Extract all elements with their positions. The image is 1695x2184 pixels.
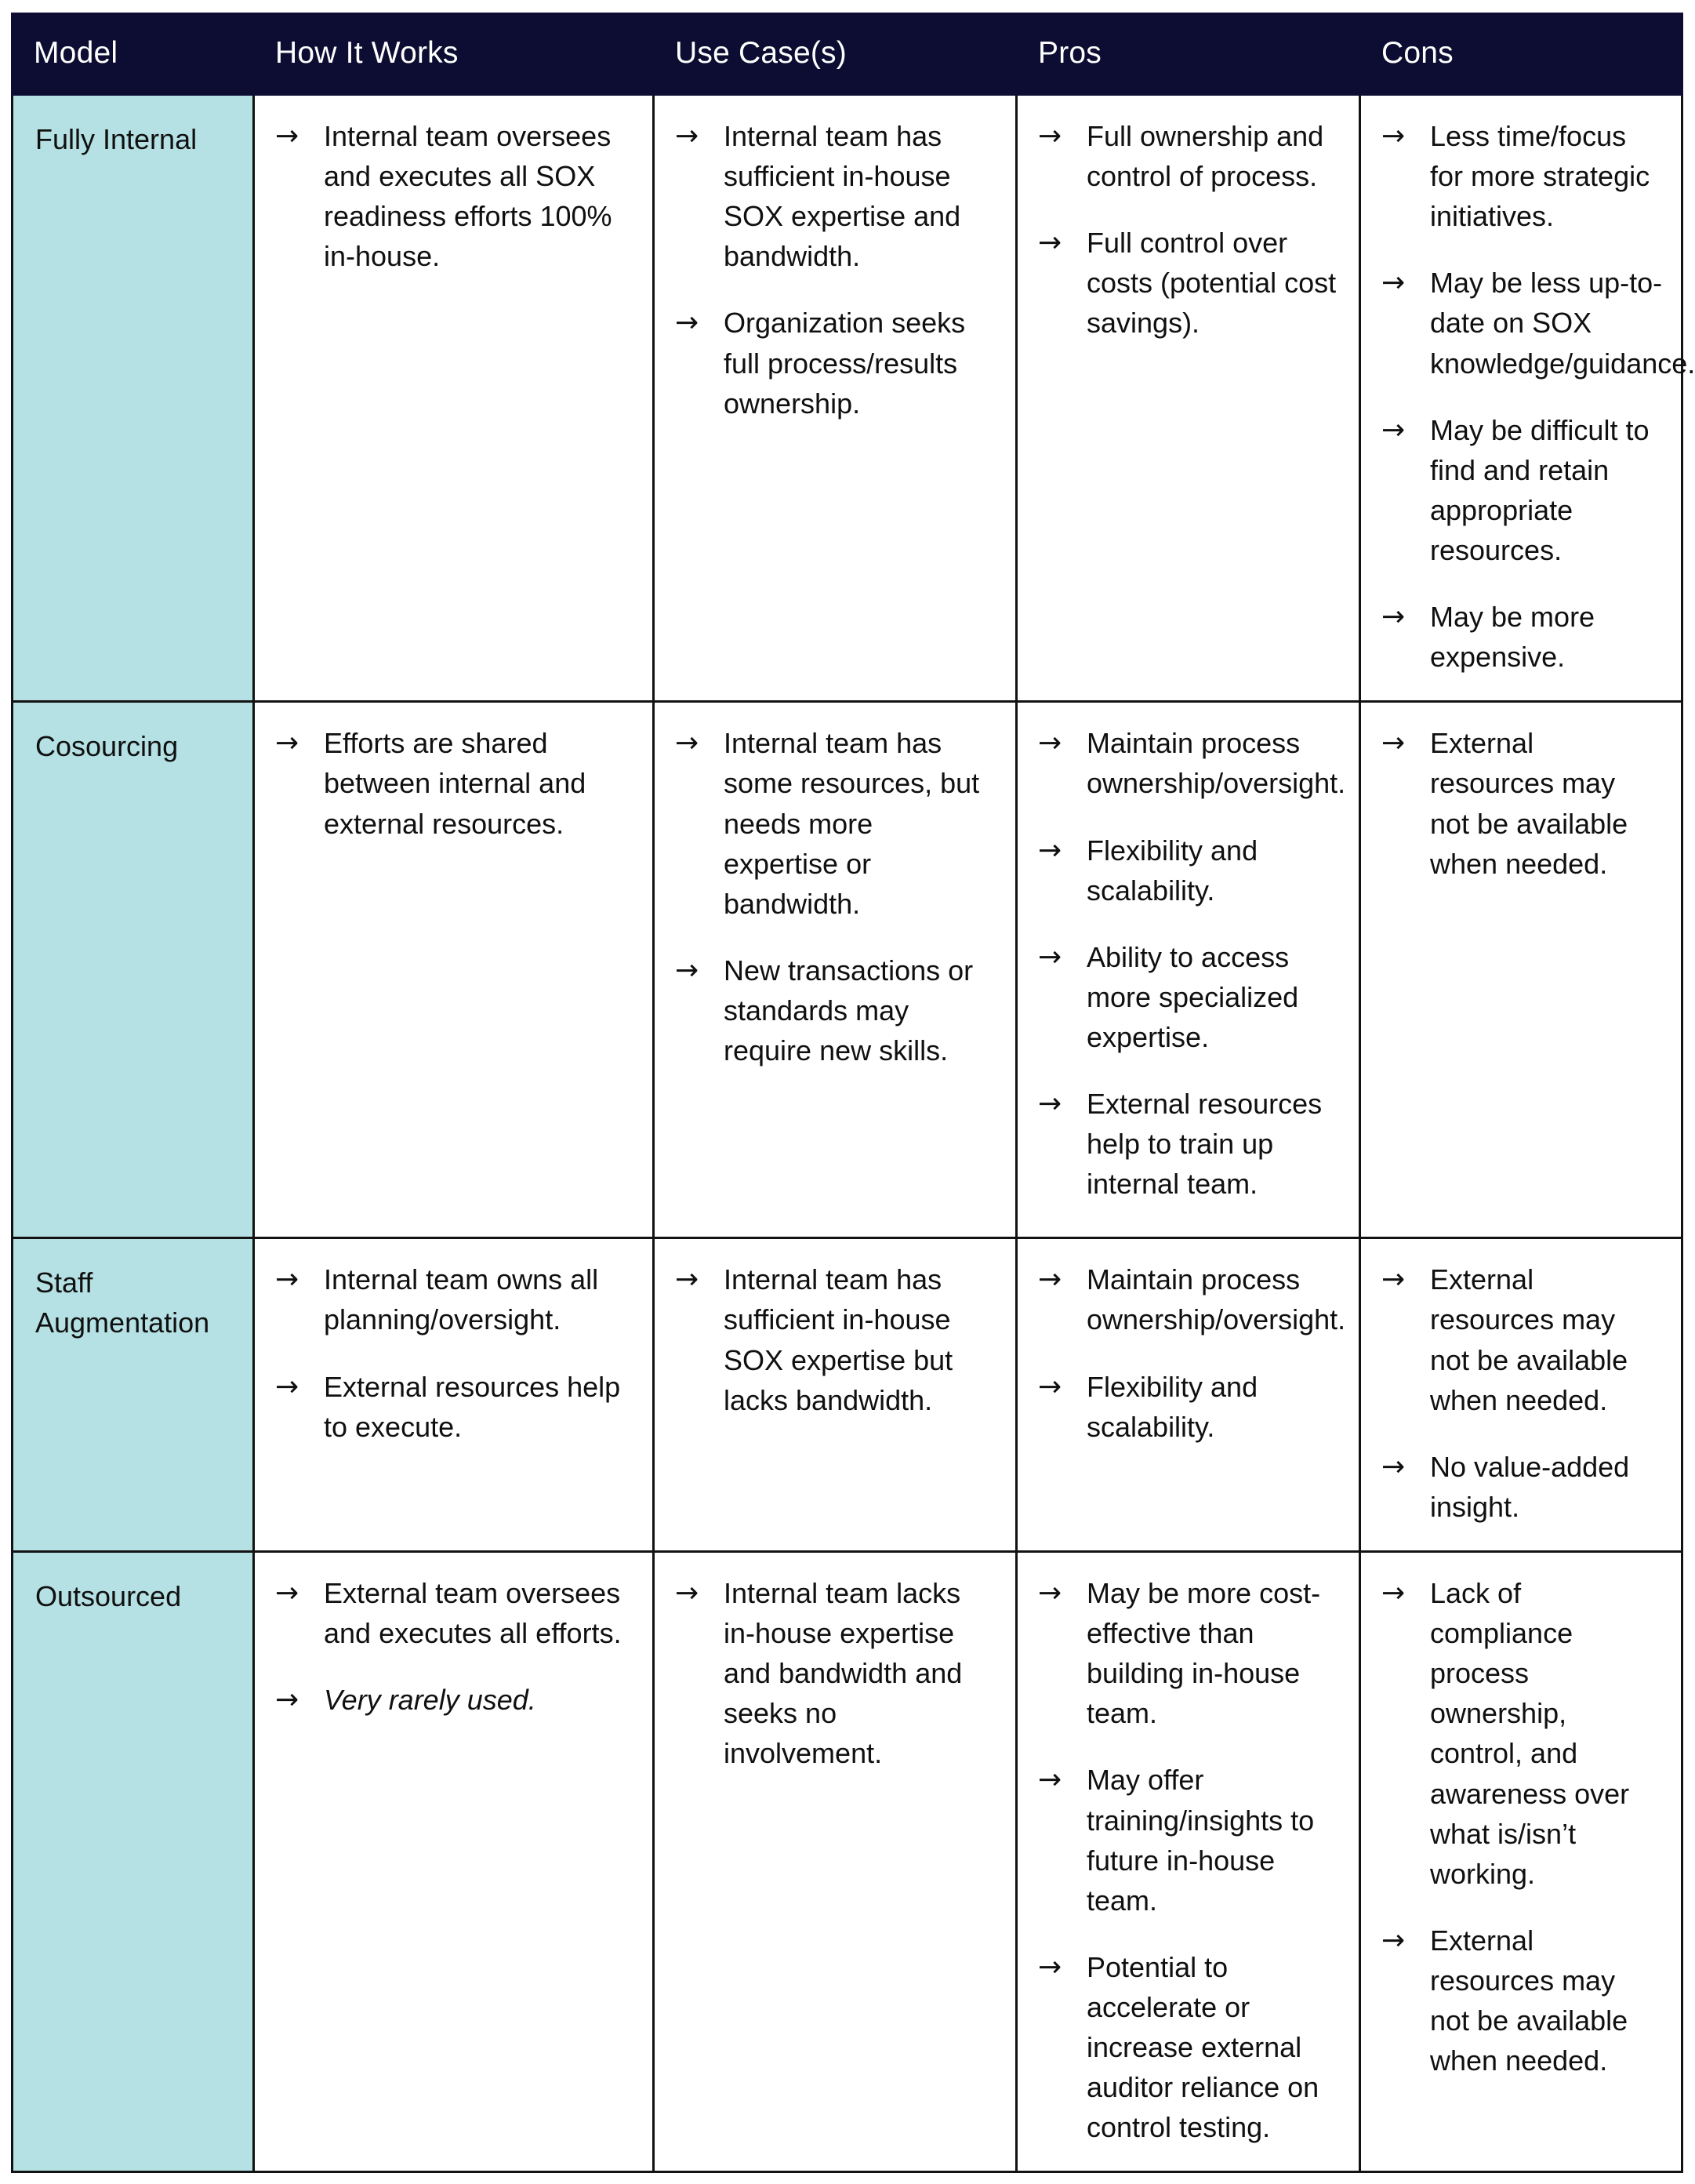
- sourcing-model-comparison-table: [11, 13, 1695, 2173]
- cell-cons: [1360, 95, 1695, 702]
- bullet-list-pros: [1038, 723, 1346, 1204]
- list-item: [1381, 1259, 1661, 1419]
- arrow-right-icon: →: [275, 1576, 299, 1609]
- list-item: [275, 1680, 632, 1720]
- list-item: [1038, 116, 1338, 196]
- arrow-right-icon: →: [1381, 1450, 1406, 1483]
- bullet-list-cons: [1381, 116, 1695, 677]
- table-body: [13, 95, 1695, 2172]
- cell-pros: [1017, 702, 1360, 1238]
- list-item: [275, 116, 632, 276]
- list-item: [1038, 937, 1338, 1057]
- bullet-text: External resources may not be available when needed.: [1430, 1924, 1628, 2077]
- arrow-right-icon: →: [1381, 1576, 1406, 1609]
- bullet-text: Internal team has some resources, but needs more expertise or bandwidth.: [724, 727, 980, 920]
- bullet-list-use-cases: [675, 116, 995, 423]
- cell-cons: [1360, 702, 1682, 1238]
- list-item: [1038, 830, 1338, 910]
- bullet-text: External resources may not be available when needed.: [1430, 1263, 1628, 1416]
- list-item: [275, 1573, 632, 1653]
- bullet-list-how-it-works: [275, 116, 632, 276]
- bullet-text: May be more cost-effective than building in-house team.: [1087, 1576, 1321, 1730]
- bullet-text: May offer training/insights to future in-house team.: [1087, 1764, 1315, 1917]
- arrow-right-icon: →: [1038, 727, 1062, 760]
- list-item: [1038, 723, 1346, 803]
- arrow-right-icon: →: [675, 1576, 699, 1609]
- arrow-right-icon: →: [275, 120, 299, 152]
- list-item: [675, 303, 995, 423]
- arrow-right-icon: →: [675, 954, 699, 987]
- list-item: [1381, 1447, 1661, 1527]
- cell-how-it-works: [254, 702, 654, 1238]
- list-item: [1381, 1573, 1661, 1894]
- arrow-right-icon: →: [675, 120, 699, 152]
- bullet-text: Internal team has sufficient in-house SOX expertise but lacks bandwidth.: [724, 1263, 953, 1416]
- arrow-right-icon: →: [1381, 267, 1406, 300]
- cell-model: [13, 702, 254, 1238]
- cell-use-cases: [654, 95, 1017, 702]
- cell-pros: [1017, 95, 1360, 702]
- list-item: [1038, 1367, 1338, 1447]
- arrow-right-icon: →: [1038, 1088, 1062, 1121]
- table-row: [13, 95, 1682, 702]
- bullet-text: Maintain process ownership/oversight.: [1087, 727, 1346, 800]
- cell-how-it-works: [254, 1238, 654, 1552]
- arrow-right-icon: →: [275, 1263, 299, 1296]
- list-item: [275, 1367, 632, 1447]
- arrow-right-icon: →: [1038, 1263, 1062, 1296]
- list-item: [675, 723, 995, 924]
- list-item: [1038, 1259, 1346, 1339]
- list-item: [275, 723, 632, 843]
- cell-pros: [1017, 1238, 1360, 1552]
- bullet-list-cons: [1381, 1573, 1661, 2080]
- arrow-right-icon: →: [1381, 120, 1406, 152]
- column-header-use-cases: Use Case(s): [654, 14, 1017, 95]
- model-label: Fully Internal: [35, 123, 198, 155]
- bullet-list-use-cases: [675, 723, 995, 1070]
- bullet-text: No value-added insight.: [1430, 1450, 1630, 1523]
- cell-model: [13, 1238, 254, 1552]
- list-item: [1038, 223, 1338, 343]
- list-item: [1381, 263, 1695, 383]
- arrow-right-icon: →: [1381, 601, 1406, 634]
- arrow-right-icon: →: [1038, 834, 1062, 867]
- arrow-right-icon: →: [275, 1684, 299, 1717]
- model-label: Staff Augmentation: [35, 1266, 210, 1339]
- bullet-text: Efforts are shared between internal and external resources.: [324, 727, 586, 840]
- arrow-right-icon: →: [1038, 1370, 1062, 1403]
- cell-use-cases: [654, 1551, 1017, 2171]
- arrow-right-icon: →: [1038, 120, 1062, 152]
- bullet-text: External resources help to train up internal team.: [1087, 1088, 1323, 1201]
- bullet-text: External resources may not be available when needed.: [1430, 727, 1628, 880]
- bullet-list-use-cases: [675, 1573, 995, 1774]
- list-item: [675, 1259, 995, 1419]
- arrow-right-icon: →: [675, 727, 699, 760]
- list-item: [1381, 723, 1661, 883]
- column-header-cons: Cons: [1360, 14, 1682, 95]
- column-header-model: Model: [13, 14, 254, 95]
- table-row: [13, 702, 1682, 1238]
- arrow-right-icon: →: [275, 1370, 299, 1403]
- bullet-list-how-it-works: [275, 1259, 632, 1446]
- bullet-list-use-cases: [675, 1259, 995, 1419]
- column-header-how-it-works: How It Works: [254, 14, 654, 95]
- bullet-list-how-it-works: [275, 723, 632, 843]
- cell-pros: [1017, 1551, 1360, 2171]
- list-item: [675, 1573, 995, 1774]
- cell-use-cases: [654, 1238, 1017, 1552]
- model-label: Cosourcing: [35, 730, 179, 763]
- cell-how-it-works: [254, 1551, 654, 2171]
- list-item: [1038, 1947, 1338, 2148]
- table-row: [13, 1551, 1682, 2171]
- bullet-text: Ability to access more specialized expertise.: [1087, 940, 1299, 1053]
- model-label: Outsourced: [35, 1579, 182, 1612]
- arrow-right-icon: →: [1381, 727, 1406, 760]
- bullet-text: Maintain process ownership/oversight.: [1087, 1263, 1346, 1336]
- bullet-text: Organization seeks full process/results ownership.: [724, 307, 966, 420]
- bullet-list-how-it-works: [275, 1573, 632, 1720]
- list-item: [1381, 1921, 1661, 2080]
- bullet-text: Potential to accelerate or increase external auditor reliance on control testing.: [1087, 1950, 1319, 2144]
- bullet-text: Very rarely used.: [324, 1684, 536, 1717]
- list-item: [675, 116, 995, 276]
- bullet-text: External team oversees and executes all efforts.: [324, 1576, 622, 1650]
- bullet-text: Full control over costs (potential cost savings).: [1087, 227, 1337, 340]
- arrow-right-icon: →: [675, 307, 699, 340]
- cell-cons: [1360, 1551, 1682, 2171]
- bullet-text: Internal team has sufficient in-house SOX expertise and bandwidth.: [724, 120, 961, 273]
- bullet-text: Less time/focus for more strategic initiatives.: [1430, 120, 1650, 233]
- bullet-text: Flexibility and scalability.: [1087, 834, 1258, 907]
- table-row: [13, 1238, 1682, 1552]
- arrow-right-icon: →: [675, 1263, 699, 1296]
- bullet-text: Full ownership and control of process.: [1087, 120, 1324, 193]
- arrow-right-icon: →: [1038, 1576, 1062, 1609]
- cell-model: [13, 1551, 254, 2171]
- bullet-list-cons: [1381, 1259, 1661, 1527]
- list-item: [675, 950, 995, 1070]
- cell-cons: [1360, 1238, 1682, 1552]
- bullet-text: Internal team lacks in-house expertise and bandwidth and seeks no involvement.: [724, 1576, 963, 1770]
- bullet-text: May be difficult to find and retain appropriate resources.: [1430, 413, 1650, 566]
- bullet-text: May be more expensive.: [1430, 601, 1595, 674]
- list-item: [1381, 116, 1661, 236]
- bullet-text: New transactions or standards may require new skills.: [724, 954, 974, 1067]
- list-item: [1038, 1084, 1338, 1204]
- header-row: [13, 14, 1682, 95]
- cell-how-it-works: [254, 95, 654, 702]
- bullet-text: External resources help to execute.: [324, 1370, 621, 1443]
- arrow-right-icon: →: [1038, 227, 1062, 260]
- bullet-text: Flexibility and scalability.: [1087, 1370, 1258, 1443]
- cell-use-cases: [654, 702, 1017, 1238]
- list-item: [1381, 597, 1661, 677]
- arrow-right-icon: →: [1381, 413, 1406, 446]
- arrow-right-icon: →: [1381, 1924, 1406, 1957]
- list-item: [1038, 1760, 1338, 1920]
- arrow-right-icon: →: [1038, 1764, 1062, 1797]
- bullet-text: Lack of compliance process ownership, control, and awareness over what is/isn’t working.: [1430, 1576, 1630, 1890]
- bullet-text: Internal team owns all planning/oversight.: [324, 1263, 599, 1336]
- table-header: [13, 14, 1682, 95]
- list-item: [275, 1259, 632, 1339]
- bullet-text: May be less up-to-date on SOX knowledge/guidance.: [1430, 267, 1695, 380]
- arrow-right-icon: →: [1381, 1263, 1406, 1296]
- list-item: [1381, 410, 1661, 570]
- list-item: [1038, 1573, 1338, 1733]
- cell-model: [13, 95, 254, 702]
- bullet-list-cons: [1381, 723, 1661, 883]
- bullet-list-pros: [1038, 1259, 1346, 1446]
- arrow-right-icon: →: [1038, 940, 1062, 973]
- bullet-list-pros: [1038, 116, 1338, 343]
- arrow-right-icon: →: [1038, 1950, 1062, 1983]
- bullet-text: Internal team oversees and executes all SOX readiness efforts 100% in-house.: [324, 120, 612, 273]
- column-header-pros: Pros: [1017, 14, 1360, 95]
- bullet-list-pros: [1038, 1573, 1338, 2147]
- arrow-right-icon: →: [275, 727, 299, 760]
